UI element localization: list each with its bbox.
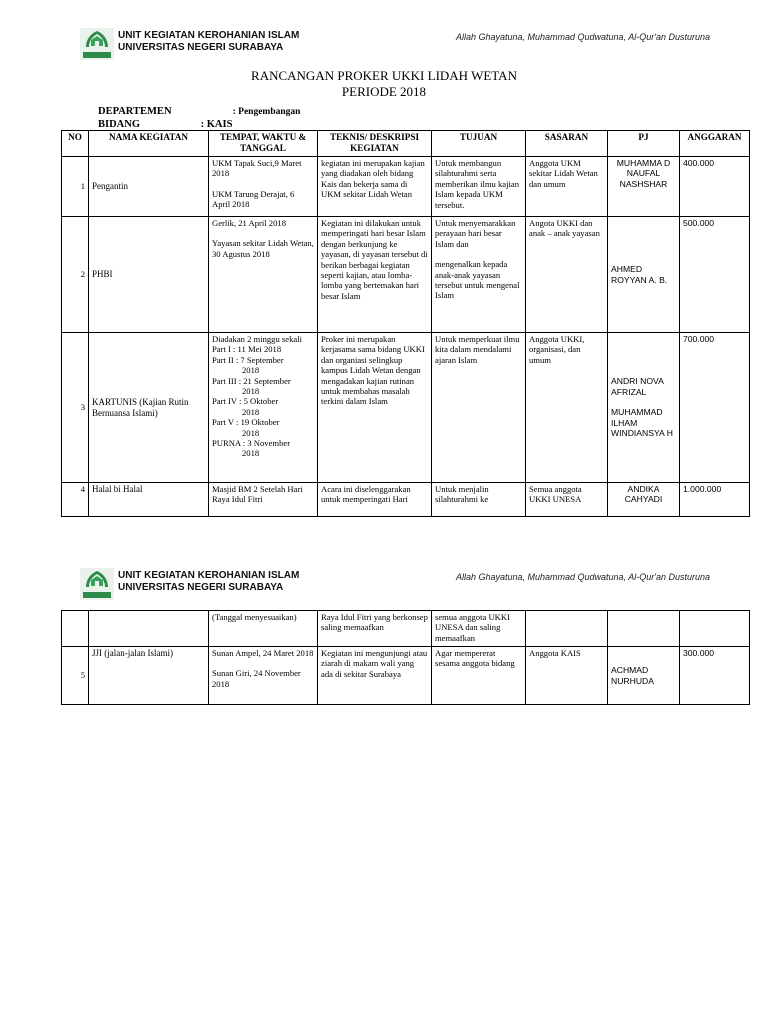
- header-no: NO: [62, 131, 89, 157]
- motto: Allah Ghayatuna, Muhammad Qudwatuna, Al-Qur'an Dusturuna: [455, 32, 710, 42]
- header-anggaran: ANGGARAN: [680, 131, 750, 157]
- row-tujuan: semua anggota UKKI UNESA dan saling memaafkan: [432, 611, 526, 647]
- row-nama: KARTUNIS (Kajian Rutin Bernuansa Islami): [89, 333, 209, 483]
- organization-name: [118, 570, 299, 594]
- row-teknis: Kegiatan ini dilakukan untuk memperingati hari besar Islam dengan berkunjung ke yayasan, di yayasan tersebut di berikan berbagai kegiatan seperti kajian, atau lomba-lomba yang bertemakan hari besar Islam: [318, 217, 432, 333]
- tujuan-line: Untuk menyemarakkan perayaan hari besar Islam dan: [435, 218, 516, 249]
- organization-name: [118, 30, 299, 54]
- row-tempat: (Tanggal menyesuaikan): [209, 611, 318, 647]
- bidang-label: BIDANG: [98, 119, 141, 130]
- part-year: 2018: [242, 427, 260, 438]
- part-line: Part III : 21 September: [212, 375, 291, 386]
- row-tujuan: Agar mempererat sesama anggota bidang: [432, 647, 526, 705]
- tempat-line: Diadakan 2 minggu sekali: [212, 334, 302, 344]
- header-sasaran: SASARAN: [526, 131, 608, 157]
- row-teknis: Acara ini diselenggarakan untuk memperingati Hari: [318, 483, 432, 517]
- tempat-line: UKM Tapak Suci,9 Maret 2018: [212, 158, 302, 179]
- row-tujuan: Untuk memperkuat ilmu kita dalam mendalami ajaran Islam: [432, 333, 526, 483]
- table-row: [62, 483, 750, 517]
- part-year: 2018: [242, 365, 260, 376]
- row-sasaran: Semua anggota UKKI UNESA: [526, 483, 608, 517]
- header-tempat: TEMPAT, WAKTU & TANGGAL: [209, 131, 318, 157]
- row-nama: PHBI: [89, 217, 209, 333]
- row-no: 4: [62, 483, 89, 517]
- row-pj: ACHMAD NURHUDA: [608, 647, 680, 705]
- row-no: 3: [62, 333, 89, 483]
- row-pj: [608, 611, 680, 647]
- row-sasaran: Anggota UKKI, organisasi, dan umum: [526, 333, 608, 483]
- part-line: Part IV : 5 Oktober: [212, 396, 279, 407]
- row-pj: MUHAMMA D NAUFAL NASHSHAR: [608, 157, 680, 217]
- ukki-logo-icon: [80, 28, 114, 60]
- row-anggaran: 300.000: [680, 647, 750, 705]
- departemen-row: [98, 106, 300, 117]
- table-row: [62, 647, 750, 705]
- row-anggaran: 1.000.000: [680, 483, 750, 517]
- part-year: 2018: [242, 406, 260, 417]
- table-row: [62, 611, 750, 647]
- row-teknis: kegiatan ini merupakan kajian yang diadakan oleh bidang Kais dan bekerja sama di UKM sekitar Lidah Wetan: [318, 157, 432, 217]
- row-teknis: Raya Idul Fitri yang berkonsep saling memaafkan: [318, 611, 432, 647]
- org-line-2: UNIVERSITAS NEGERI SURABAYA: [118, 582, 284, 593]
- row-no: 2: [62, 217, 89, 333]
- part-line: Part II : 7 September: [212, 354, 284, 365]
- part-year: 2018: [242, 448, 260, 459]
- row-sasaran: [526, 611, 608, 647]
- part-line: PURNA : 3 November: [212, 438, 291, 449]
- pj-line: ANDRI NOVA AFRIZAL: [611, 376, 664, 397]
- row-tempat: [209, 647, 318, 705]
- part-line: Part V : 19 Oktober: [212, 417, 280, 428]
- row-teknis: Kegiatan ini mengunjungi atau ziarah di makam wali yang ada di sekitar Surabaya: [318, 647, 432, 705]
- row-nama: JJI (jalan-jalan Islami): [89, 647, 209, 705]
- part-line: Part I : 11 Mei 2018: [212, 344, 282, 355]
- tujuan-line: mengenalkan kepada anak-anak yayasan tersebut untuk mengenal Islam: [435, 259, 520, 301]
- row-anggaran: [680, 611, 750, 647]
- row-nama: Halal bi Halal: [89, 483, 209, 517]
- departemen-label: DEPARTEMEN: [98, 106, 172, 117]
- ukki-logo-icon: [80, 568, 114, 600]
- document-title: RANCANGAN PROKER UKKI LIDAH WETAN: [251, 68, 517, 83]
- bidang-row: [98, 119, 232, 130]
- row-nama: Pengantin: [89, 157, 209, 217]
- row-tujuan: [432, 217, 526, 333]
- row-tempat: [209, 157, 318, 217]
- header-teknis: TEKNIS/ DESKRIPSI KEGIATAN: [318, 131, 432, 157]
- row-anggaran: 500.000: [680, 217, 750, 333]
- row-sasaran: Anggota KAIS: [526, 647, 608, 705]
- row-tempat: [209, 333, 318, 483]
- row-pj: ANDIKA CAHYADI: [608, 483, 680, 517]
- tempat-line: Gerlik, 21 April 2018: [212, 218, 286, 228]
- header-nama: NAMA KEGIATAN: [89, 131, 209, 157]
- letterhead: [80, 568, 720, 602]
- part-year: 2018: [242, 386, 260, 397]
- teknis-line: Proker ini merupakan kerjasama sama bidang UKKI dan organiasi selingkup kampus Lidah Wetan dengan: [321, 334, 425, 376]
- org-line-2: UNIVERSITAS NEGERI SURABAYA: [118, 42, 284, 53]
- table-header-row: [62, 131, 750, 157]
- org-line-1: UNIT KEGIATAN KEROHANIAN ISLAM: [118, 570, 300, 581]
- row-tempat: [209, 217, 318, 333]
- letterhead: [80, 28, 720, 62]
- tempat-line: Sunan Ampel, 24 Maret 2018: [212, 648, 314, 658]
- row-no: 1: [62, 157, 89, 217]
- motto: Allah Ghayatuna, Muhammad Qudwatuna, Al-Qur'an Dusturuna: [455, 572, 710, 582]
- program-table: [61, 130, 750, 517]
- program-table-continued: [61, 610, 750, 705]
- tempat-line: Sunan Giri, 24 November 2018: [212, 668, 301, 689]
- row-sasaran: Anggota UKM sekitar Lidah Wetan dan umum: [526, 157, 608, 217]
- row-pj: AHMED ROYYAN A. B.: [608, 217, 680, 333]
- row-anggaran: 400.000: [680, 157, 750, 217]
- row-tujuan: Untuk menjalin silahturahmi ke: [432, 483, 526, 517]
- departemen-value: : Pengembangan: [232, 107, 301, 117]
- row-sasaran: Angota UKKI dan anak – anak yayasan: [526, 217, 608, 333]
- row-no: 5: [62, 647, 89, 705]
- document-subtitle: PERIODE 2018: [341, 84, 427, 99]
- header-tujuan: TUJUAN: [432, 131, 526, 157]
- bidang-value: : KAIS: [200, 119, 233, 130]
- row-tujuan: Untuk membangun silahturahmi serta memberikan ilmu kajian Islam kepada UKM tersebut.: [432, 157, 526, 217]
- row-nama: [89, 611, 209, 647]
- pj-line: MUHAMMAD ILHAM WINDIANSYA H: [611, 407, 673, 439]
- page-2: [0, 540, 768, 1024]
- org-line-1: UNIT KEGIATAN KEROHANIAN ISLAM: [118, 30, 300, 41]
- header-pj: PJ: [608, 131, 680, 157]
- row-pj: [608, 333, 680, 483]
- row-anggaran: 700.000: [680, 333, 750, 483]
- table-row: [62, 157, 750, 217]
- row-teknis: [318, 333, 432, 483]
- teknis-line: mengadakan kajian rutinan untuk membahas masalah terkini dalam Islam: [321, 375, 415, 407]
- row-no: [62, 611, 89, 647]
- table-row: [62, 333, 750, 483]
- tempat-line: Yayasan sekitar Lidah Wetan, 30 Agustus 2018: [212, 238, 314, 259]
- row-tempat: Masjid BM 2 Setelah Hari Raya Idul Fitri: [209, 483, 318, 517]
- table-row: [62, 217, 750, 333]
- tempat-line: UKM Tarung Derajat, 6 April 2018: [212, 188, 295, 210]
